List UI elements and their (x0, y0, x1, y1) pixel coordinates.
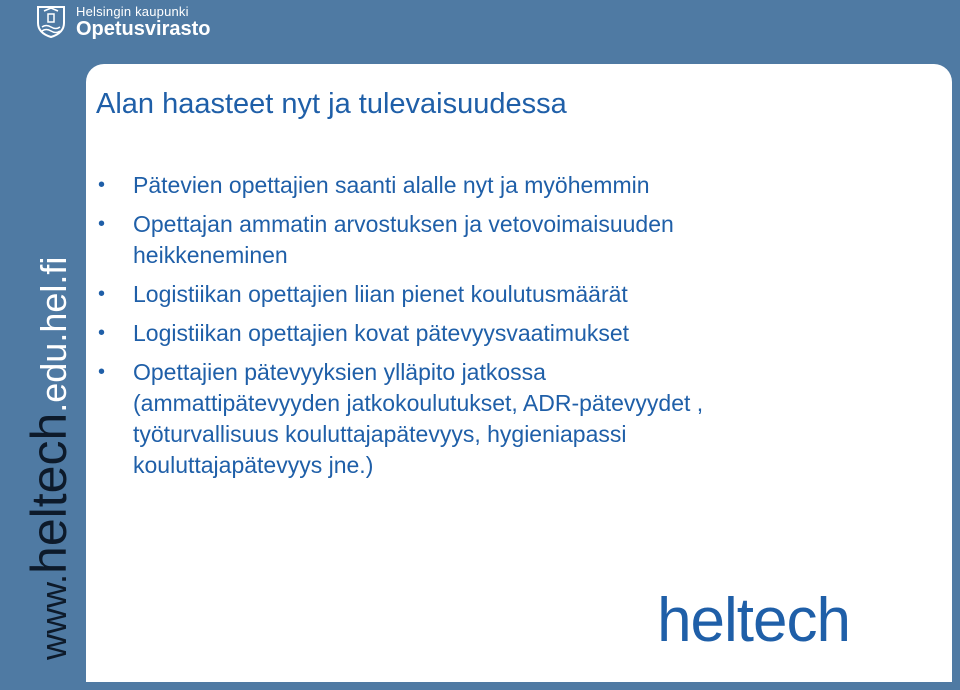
bullet-list (96, 170, 736, 489)
url-name: heltech (21, 412, 77, 574)
heltech-logo: heltech (657, 586, 850, 655)
url-prefix: www. (33, 573, 74, 660)
bullet-dot-icon: • (98, 322, 106, 344)
bullet-text: Logistiikan opettajien liian pienet koulutusmäärät (133, 281, 628, 307)
bullet-text: Opettajan ammatin arvostuksen ja vetovoimaisuuden heikkeneminen (133, 211, 674, 268)
vertical-website-url (21, 256, 77, 660)
bullet-text: Opettajien pätevyyksien ylläpito jatkossa (ammattipätevyyden jatkokoulutukset, ADR-pätevyydet , työturvallisuus kouluttajapätevyys, hygieniapassi kouluttajapätevyys jne.) (133, 359, 704, 478)
bullet-dot-icon: • (98, 283, 106, 305)
bullet-item (96, 279, 736, 310)
slide-title: Alan haasteet nyt ja tulevaisuudessa (96, 88, 567, 120)
helsinki-crest-icon (36, 5, 66, 39)
bullet-item (96, 209, 736, 271)
organization-name (76, 5, 210, 39)
bullet-dot-icon: • (98, 174, 106, 196)
bullet-dot-icon: • (98, 361, 106, 383)
bullet-text: Pätevien opettajien saanti alalle nyt ja myöhemmin (133, 172, 650, 198)
bullet-dot-icon: • (98, 213, 106, 235)
city-name: Helsingin kaupunki (76, 4, 189, 19)
department-name: Opetusvirasto (76, 18, 211, 40)
url-domain: .edu.hel.fi (33, 256, 74, 413)
bullet-text: Logistiikan opettajien kovat pätevyysvaatimukset (133, 320, 630, 346)
bullet-item (96, 357, 736, 481)
bullet-item (96, 318, 736, 349)
bullet-item (96, 170, 736, 201)
header (36, 4, 210, 40)
